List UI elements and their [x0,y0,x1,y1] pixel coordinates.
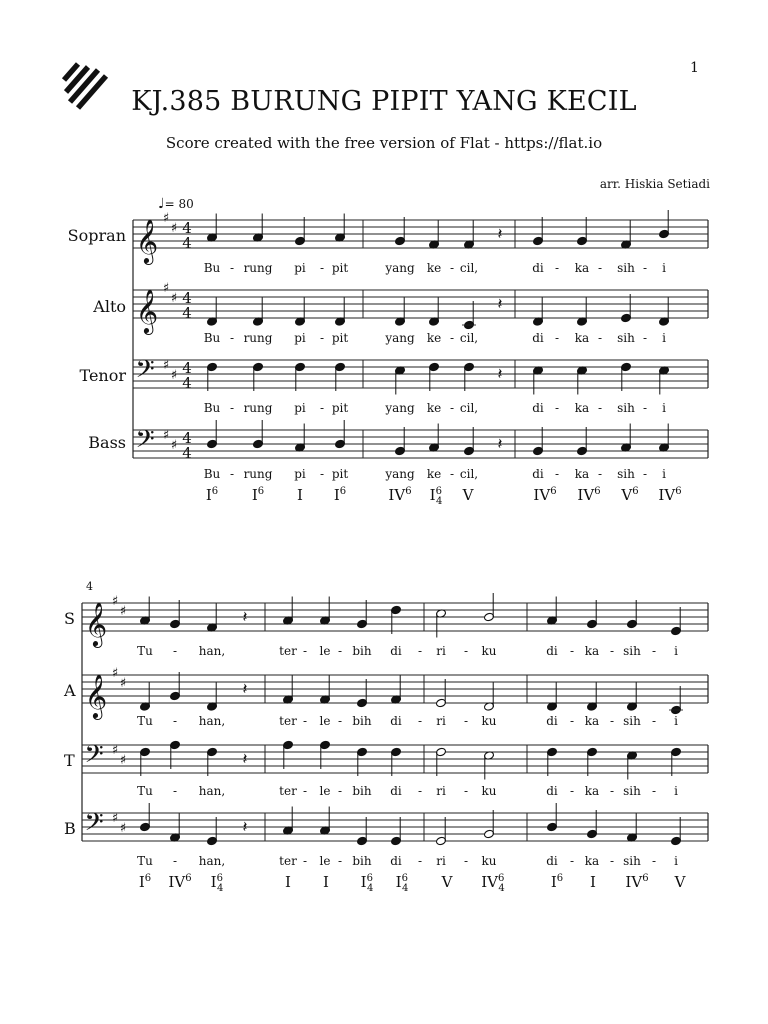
lyric-syllable: - [651,784,657,798]
lyric-syllable: ka [574,401,590,415]
lyric-syllable: di [532,467,544,481]
lyric-syllable: di [532,331,544,345]
lyric-syllable: - [229,401,235,415]
lyric-syllable: yang [385,261,415,275]
lyric-syllable: - [417,644,423,658]
time-signature-bottom: 4 [182,444,192,462]
lyric-syllable: - [417,714,423,728]
lyric-syllable: yang [385,467,415,481]
quarter-rest-icon: 𝄽 [497,224,503,243]
lyric-syllable: cil, [459,467,479,481]
lyric-syllable: yang [385,331,415,345]
lyric-syllable: ku [481,854,497,868]
time-signature-top: 4 [182,289,192,307]
chord-symbol: $IV^6$ [625,873,649,891]
lyric-syllable: le [319,644,331,658]
lyric-syllable: - [609,784,615,798]
chord-symbol: I [590,873,596,891]
voice-name-alto: Alto [93,297,126,316]
chord-symbol: $I^6$ 4 [395,873,409,894]
lyric-syllable: - [651,714,657,728]
lyric-syllable: sih [623,784,641,798]
lyric-syllable: ke [426,467,442,481]
voice-abbr-alto: A [64,681,76,700]
chord-symbol: $IV^6$ 4 [481,873,505,894]
bass-clef-icon: 𝄢 [135,355,155,390]
lyric-syllable: - [229,261,235,275]
lyric-syllable: - [569,784,575,798]
lyric-syllable: ku [481,644,497,658]
lyric-syllable: pit [331,261,349,275]
voice-name-tenor: Tenor [79,366,126,385]
bass-clef-icon: 𝄢 [84,740,104,775]
voice-abbr-tenor: T [64,751,75,770]
sharp-icon: ♯ [162,358,170,373]
arranger-credit: arr. Hiskia Setiadi [599,177,710,191]
lyric-syllable: i [674,644,678,658]
lyric-syllable: ka [584,854,600,868]
lyric-syllable: rung [243,467,273,481]
lyric-syllable: pit [331,467,349,481]
lyric-syllable: bih [352,644,372,658]
lyric-syllable: ka [574,331,590,345]
lyric-syllable: han, [198,644,226,658]
sharp-icon: ♯ [170,291,178,306]
lyric-syllable: ka [584,714,600,728]
lyric-syllable: ri [436,714,446,728]
lyric-syllable: Bu [203,331,221,345]
lyric-syllable: - [651,854,657,868]
sharp-icon: ♯ [162,211,170,226]
lyric-syllable: - [449,331,455,345]
lyric-syllable: pit [331,331,349,345]
lyric-syllable: i [674,784,678,798]
lyric-syllable: cil, [459,331,479,345]
lyric-syllable: - [597,401,603,415]
lyric-syllable: ke [426,401,442,415]
lyric-syllable: bih [352,854,372,868]
lyric-syllable: sih [617,331,635,345]
voice-abbr-sopran: S [64,609,75,628]
lyric-syllable: han, [198,784,226,798]
lyric-syllable: i [662,467,666,481]
score-subtitle: Score created with the free version of Flat - https://flat.io [165,134,603,152]
lyric-syllable: ter [279,644,297,658]
quarter-rest-icon: 𝄽 [242,679,248,698]
tempo-text: = 80 [164,197,194,211]
chord-symbol: $V^6$ [621,486,639,504]
lyric-syllable: le [319,714,331,728]
lyric-syllable: - [319,401,325,415]
lyric-syllable: rung [243,261,273,275]
lyric-syllable: - [554,401,560,415]
lyric-syllable: ter [279,714,297,728]
lyric-syllable: Bu [203,467,221,481]
lyric-syllable: bih [352,714,372,728]
lyric-syllable: di [546,854,558,868]
lyric-syllable: di [546,644,558,658]
lyric-syllable: han, [198,714,226,728]
lyric-syllable: - [302,854,308,868]
lyric-syllable: le [319,784,331,798]
lyric-syllable: ku [481,784,497,798]
lyric-syllable: - [319,467,325,481]
lyric-syllable: - [609,854,615,868]
lyric-syllable: - [319,331,325,345]
quarter-rest-icon: 𝄽 [497,364,503,383]
chord-symbol: $I^6$ 4 [210,873,224,894]
lyric-syllable: - [337,714,343,728]
lyric-syllable: i [674,714,678,728]
sharp-icon: ♯ [170,368,178,383]
lyric-syllable: rung [243,401,273,415]
bass-clef-icon: 𝄢 [84,808,104,843]
lyric-syllable: sih [623,854,641,868]
chord-symbol: $I^6$ [138,873,152,891]
time-signature-top: 4 [182,219,192,237]
chord-symbol: $I^6$ [550,873,564,891]
lyric-syllable: sih [623,714,641,728]
lyric-syllable: - [229,467,235,481]
lyric-syllable: - [569,644,575,658]
lyric-syllable: di [390,854,402,868]
treble-clef-icon: 𝄞 [84,674,108,718]
lyric-syllable: - [172,644,178,658]
lyric-syllable: ka [574,467,590,481]
lyric-syllable: le [319,854,331,868]
lyric-syllable: - [417,784,423,798]
lyric-syllable: - [642,401,648,415]
lyric-syllable: - [417,854,423,868]
chord-symbol: I [323,873,329,891]
lyric-syllable: - [569,854,575,868]
sharp-icon: ♯ [119,821,127,836]
time-signature-top: 4 [182,359,192,377]
time-signature-bottom: 4 [182,374,192,392]
lyric-syllable: Tu [137,644,153,658]
lyric-syllable: - [449,261,455,275]
lyric-syllable: - [172,784,178,798]
lyric-syllable: pi [294,467,306,481]
lyric-syllable: yang [385,401,415,415]
voice-name-sopran: Sopran [67,226,126,245]
sharp-icon: ♯ [162,428,170,443]
chord-symbol: $I^6$ [205,486,219,504]
lyric-syllable: - [463,714,469,728]
lyric-syllable: Tu [137,784,153,798]
lyric-syllable: - [463,854,469,868]
lyric-syllable: - [554,331,560,345]
lyric-syllable: - [463,784,469,798]
voice-abbr-bass: B [64,819,76,838]
chord-symbol: V [462,486,474,504]
sharp-icon: ♯ [170,438,178,453]
treble-clef-icon: 𝄞 [135,219,159,263]
chord-symbol: $IV^6$ [168,873,192,891]
chord-symbol: V [441,873,453,891]
lyric-syllable: - [597,261,603,275]
lyric-syllable: - [449,401,455,415]
chord-symbol: V [674,873,686,891]
lyric-syllable: di [390,644,402,658]
lyric-syllable: - [229,331,235,345]
quarter-note-icon: ♩ [158,196,165,212]
lyric-syllable: - [302,644,308,658]
chord-symbol: $I^6$ 4 [360,873,374,894]
sharp-icon: ♯ [119,753,127,768]
chord-symbol: $IV^6$ [577,486,601,504]
lyric-syllable: ka [584,784,600,798]
lyric-syllable: sih [623,644,641,658]
score-title: KJ.385 BURUNG PIPIT YANG KECIL [131,86,637,117]
lyric-syllable: - [337,784,343,798]
lyric-syllable: han, [198,854,226,868]
lyric-syllable: ri [436,784,446,798]
chord-symbol: $IV^6$ [388,486,412,504]
time-signature-bottom: 4 [182,304,192,322]
lyric-syllable: di [546,784,558,798]
chord-symbol: $IV^6$ [533,486,557,504]
time-signature-bottom: 4 [182,234,192,252]
chord-symbol: I [297,486,303,504]
lyric-syllable: bih [352,784,372,798]
time-signature-top: 4 [182,429,192,447]
lyric-syllable: - [463,644,469,658]
chord-symbol: $I^6$ 4 [429,486,443,507]
lyric-syllable: i [674,854,678,868]
chord-symbol: $I^6$ [333,486,347,504]
lyric-syllable: pi [294,261,306,275]
lyric-syllable: pi [294,401,306,415]
sharp-icon: ♯ [170,221,178,236]
lyric-syllable: sih [617,261,635,275]
treble-clef-icon: 𝄞 [84,602,108,646]
lyric-syllable: ri [436,644,446,658]
lyric-syllable: - [642,261,648,275]
measure-number: 4 [86,580,93,593]
sharp-icon: ♯ [162,281,170,296]
quarter-rest-icon: 𝄽 [497,294,503,313]
lyric-syllable: - [554,261,560,275]
lyric-syllable: cil, [459,401,479,415]
sharp-icon: ♯ [111,594,119,609]
lyric-syllable: Tu [137,854,153,868]
lyric-syllable: - [609,644,615,658]
lyric-syllable: - [609,714,615,728]
sharp-icon: ♯ [111,811,119,826]
lyric-syllable: rung [243,331,273,345]
lyric-syllable: - [302,784,308,798]
lyric-syllable: - [319,261,325,275]
lyric-syllable: pi [294,331,306,345]
lyric-syllable: di [390,784,402,798]
voice-name-bass: Bass [88,433,126,452]
treble-clef-icon: 𝄞 [135,289,159,333]
quarter-rest-icon: 𝄽 [242,749,248,768]
lyric-syllable: sih [617,401,635,415]
quarter-rest-icon: 𝄽 [497,434,503,453]
lyric-syllable: - [642,467,648,481]
lyric-syllable: - [302,714,308,728]
lyric-syllable: i [662,331,666,345]
lyric-syllable: - [651,644,657,658]
sharp-icon: ♯ [111,666,119,681]
lyric-syllable: - [597,467,603,481]
quarter-rest-icon: 𝄽 [242,817,248,836]
lyric-syllable: ku [481,714,497,728]
lyric-syllable: pit [331,401,349,415]
lyric-syllable: di [546,714,558,728]
chord-symbol: I [285,873,291,891]
lyric-syllable: di [390,714,402,728]
lyric-syllable: - [597,331,603,345]
lyric-syllable: ter [279,784,297,798]
lyric-syllable: di [532,401,544,415]
lyric-syllable: - [337,854,343,868]
sharp-icon: ♯ [111,743,119,758]
lyric-syllable: ri [436,854,446,868]
lyric-syllable: ka [574,261,590,275]
lyric-syllable: - [449,467,455,481]
lyric-syllable: Bu [203,401,221,415]
lyric-syllable: - [172,854,178,868]
chord-symbol: $I^6$ [251,486,265,504]
lyric-syllable: cil, [459,261,479,275]
lyric-syllable: - [642,331,648,345]
lyric-syllable: i [662,401,666,415]
lyric-syllable: i [662,261,666,275]
lyric-syllable: Bu [203,261,221,275]
chord-symbol: $IV^6$ [658,486,682,504]
lyric-syllable: - [554,467,560,481]
sharp-icon: ♯ [119,604,127,619]
lyric-syllable: - [569,714,575,728]
lyric-syllable: ke [426,261,442,275]
lyric-syllable: di [532,261,544,275]
lyric-syllable: - [172,714,178,728]
sharp-icon: ♯ [119,676,127,691]
lyric-syllable: sih [617,467,635,481]
quarter-rest-icon: 𝄽 [242,607,248,626]
lyric-syllable: ke [426,331,442,345]
page-number: 1 [690,60,699,76]
lyric-syllable: ka [584,644,600,658]
bass-clef-icon: 𝄢 [135,425,155,460]
lyric-syllable: ter [279,854,297,868]
lyric-syllable: Tu [137,714,153,728]
lyric-syllable: - [337,644,343,658]
